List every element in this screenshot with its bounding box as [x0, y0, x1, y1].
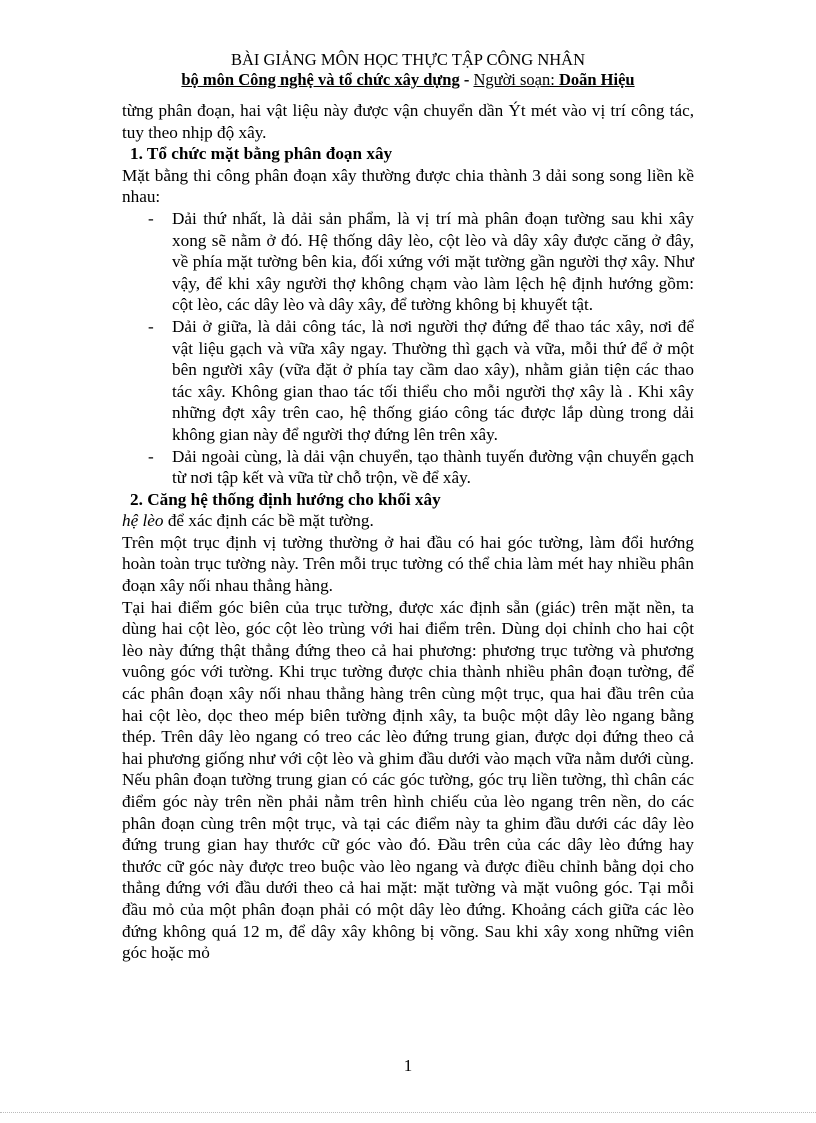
document-body: [122, 100, 694, 964]
intro-paragraph: từng phân đoạn, hai vật liệu này được vận chuyển dần Ýt mét vào vị trí công tác, tuy theo nhịp độ xây.: [122, 101, 694, 142]
page-bottom-divider: [0, 1112, 816, 1113]
header-separator: -: [459, 70, 474, 89]
list-item-text: Dải ngoài cùng, là dải vận chuyển, tạo thành tuyến đường vận chuyển gạch từ nơi tập kết và vữa từ chỗ trộn, về để xây.: [172, 446, 694, 488]
list-item-text: Dải thứ nhất, là dải sản phẩm, là vị trí mà phân đoạn tường sau khi xây xong sẽ nằm ở đó. Hệ thống dây lèo, cột lèo và dây xây được căng ở đây, về phía mặt tường bên kia, đối xứng với mặt tường gần người thợ xây. Như vậy, để khi xây người thợ không chạm vào làm lệch hệ định hướng gồm: cột lèo, các dây lèo và dây xây, để tường không bị khuyết tật.: [172, 208, 694, 315]
italic-term: hệ lèo: [122, 511, 164, 531]
section-1-lead: Mặt bằng thi công phân đoạn xây thường được chia thành 3 dải song song liền kề nhau:: [122, 165, 694, 207]
page-number: 1: [403, 1056, 413, 1075]
dash-bullet: -: [148, 316, 154, 336]
section-2-heading: 2. Căng hệ thống định hướng cho khối xây: [130, 489, 441, 509]
list-item: [148, 208, 694, 316]
header-subtitle: [0, 70, 816, 89]
department-name: bộ môn Công nghệ và tổ chức xây dựng: [181, 70, 460, 89]
dash-bullet: -: [148, 446, 154, 466]
list-item: [148, 446, 694, 489]
section-1-heading: 1. Tổ chức mặt bằng phân đoạn xây: [130, 144, 393, 164]
paragraph: Tại hai điểm góc biên của trục tường, được xác định sẵn (giác) trên mặt nền, ta dùng hai cột lèo, góc cột lèo trùng với hai điểm trên. Dùng dọi chỉnh cho hai cột lèo này đứng thật thẳng đứng theo cả hai phương: phương trục tường và phương vuông góc với tường. Khi trục tường được chia thành nhiều phân đoạn tường, để các phân đoạn xây nối nhau thẳng hàng trên cùng một trục, qua hai đầu trên của hai cột lèo, dọc theo mép biên tường định xây, ta buộc một dây lèo ngang bằng thép. Trên dây lèo ngang có treo các lèo đứng trung gian, được dọi đứng theo cả hai phương giống như với cột lèo và ghim đầu dưới vào mạch vữa nằm dưới cùng. Nếu phân đoạn tường trung gian có các góc tường, góc trụ liền tường, thì chân các điểm góc này trên nền phải nằm trên hình chiếu của lèo ngang trên nền, do các phân đoạn cùng trên một trục, và tại các điểm này ta ghim đầu dưới các dây lèo đứng trung gian hay thước cữ góc vào đó. Đầu trên của các dây lèo đứng hay thước cữ góc này được treo buộc vào lèo ngang và được điều chỉnh bằng dọi cho thẳng đứng với đầu dưới theo cả hai mặt: mặt tường và mặt vuông góc. Tại mỗi đầu mỏ của một phân đoạn phải có một dây lèo đứng. Khoảng cách giữa các lèo đứng không quá 12 m, để dây xây không bị võng. Sau khi xây xong những viên góc hoặc mỏ: [122, 597, 694, 963]
list-item: [148, 316, 694, 446]
lead-rest: để xác định các bề mặt tường.: [163, 511, 374, 531]
dash-bullet: -: [148, 208, 154, 228]
section-1-list: [122, 208, 694, 489]
author-name: Doãn Hiệu: [558, 70, 635, 89]
section-2-lead: [122, 510, 694, 532]
list-item-text: Dải ở giữa, là dải công tác, là nơi người thợ đứng để thao tác xây, nơi để vật liệu gạch và vữa xây ngay. Thường thì gạch và vữa, mỗi thứ để ở một bên người xây (vữa đặt ở phía tay cầm dao xây), nhằm giản tiện các thao tác xây. Không gian thao tác tối thiểu cho mỗi người thợ xây là . Khi xây những đợt xây trên cao, hệ thống giáo công tác được lắp dùng trong dải không gian này để người thợ đứng lên trên xây.: [172, 316, 694, 444]
header-title: BÀI GIẢNG MÔN HỌC THỰC TẬP CÔNG NHÂN: [231, 50, 585, 69]
paragraph: Trên một trục định vị tường thường ở hai đầu có hai góc tường, làm đổi hướng hoàn toàn trục tường này. Trên mỗi trục tường có thể chia làm mét hay nhiều phân đoạn xây nối nhau thẳng hàng.: [122, 532, 694, 596]
author-label: Người soạn:: [473, 70, 559, 89]
